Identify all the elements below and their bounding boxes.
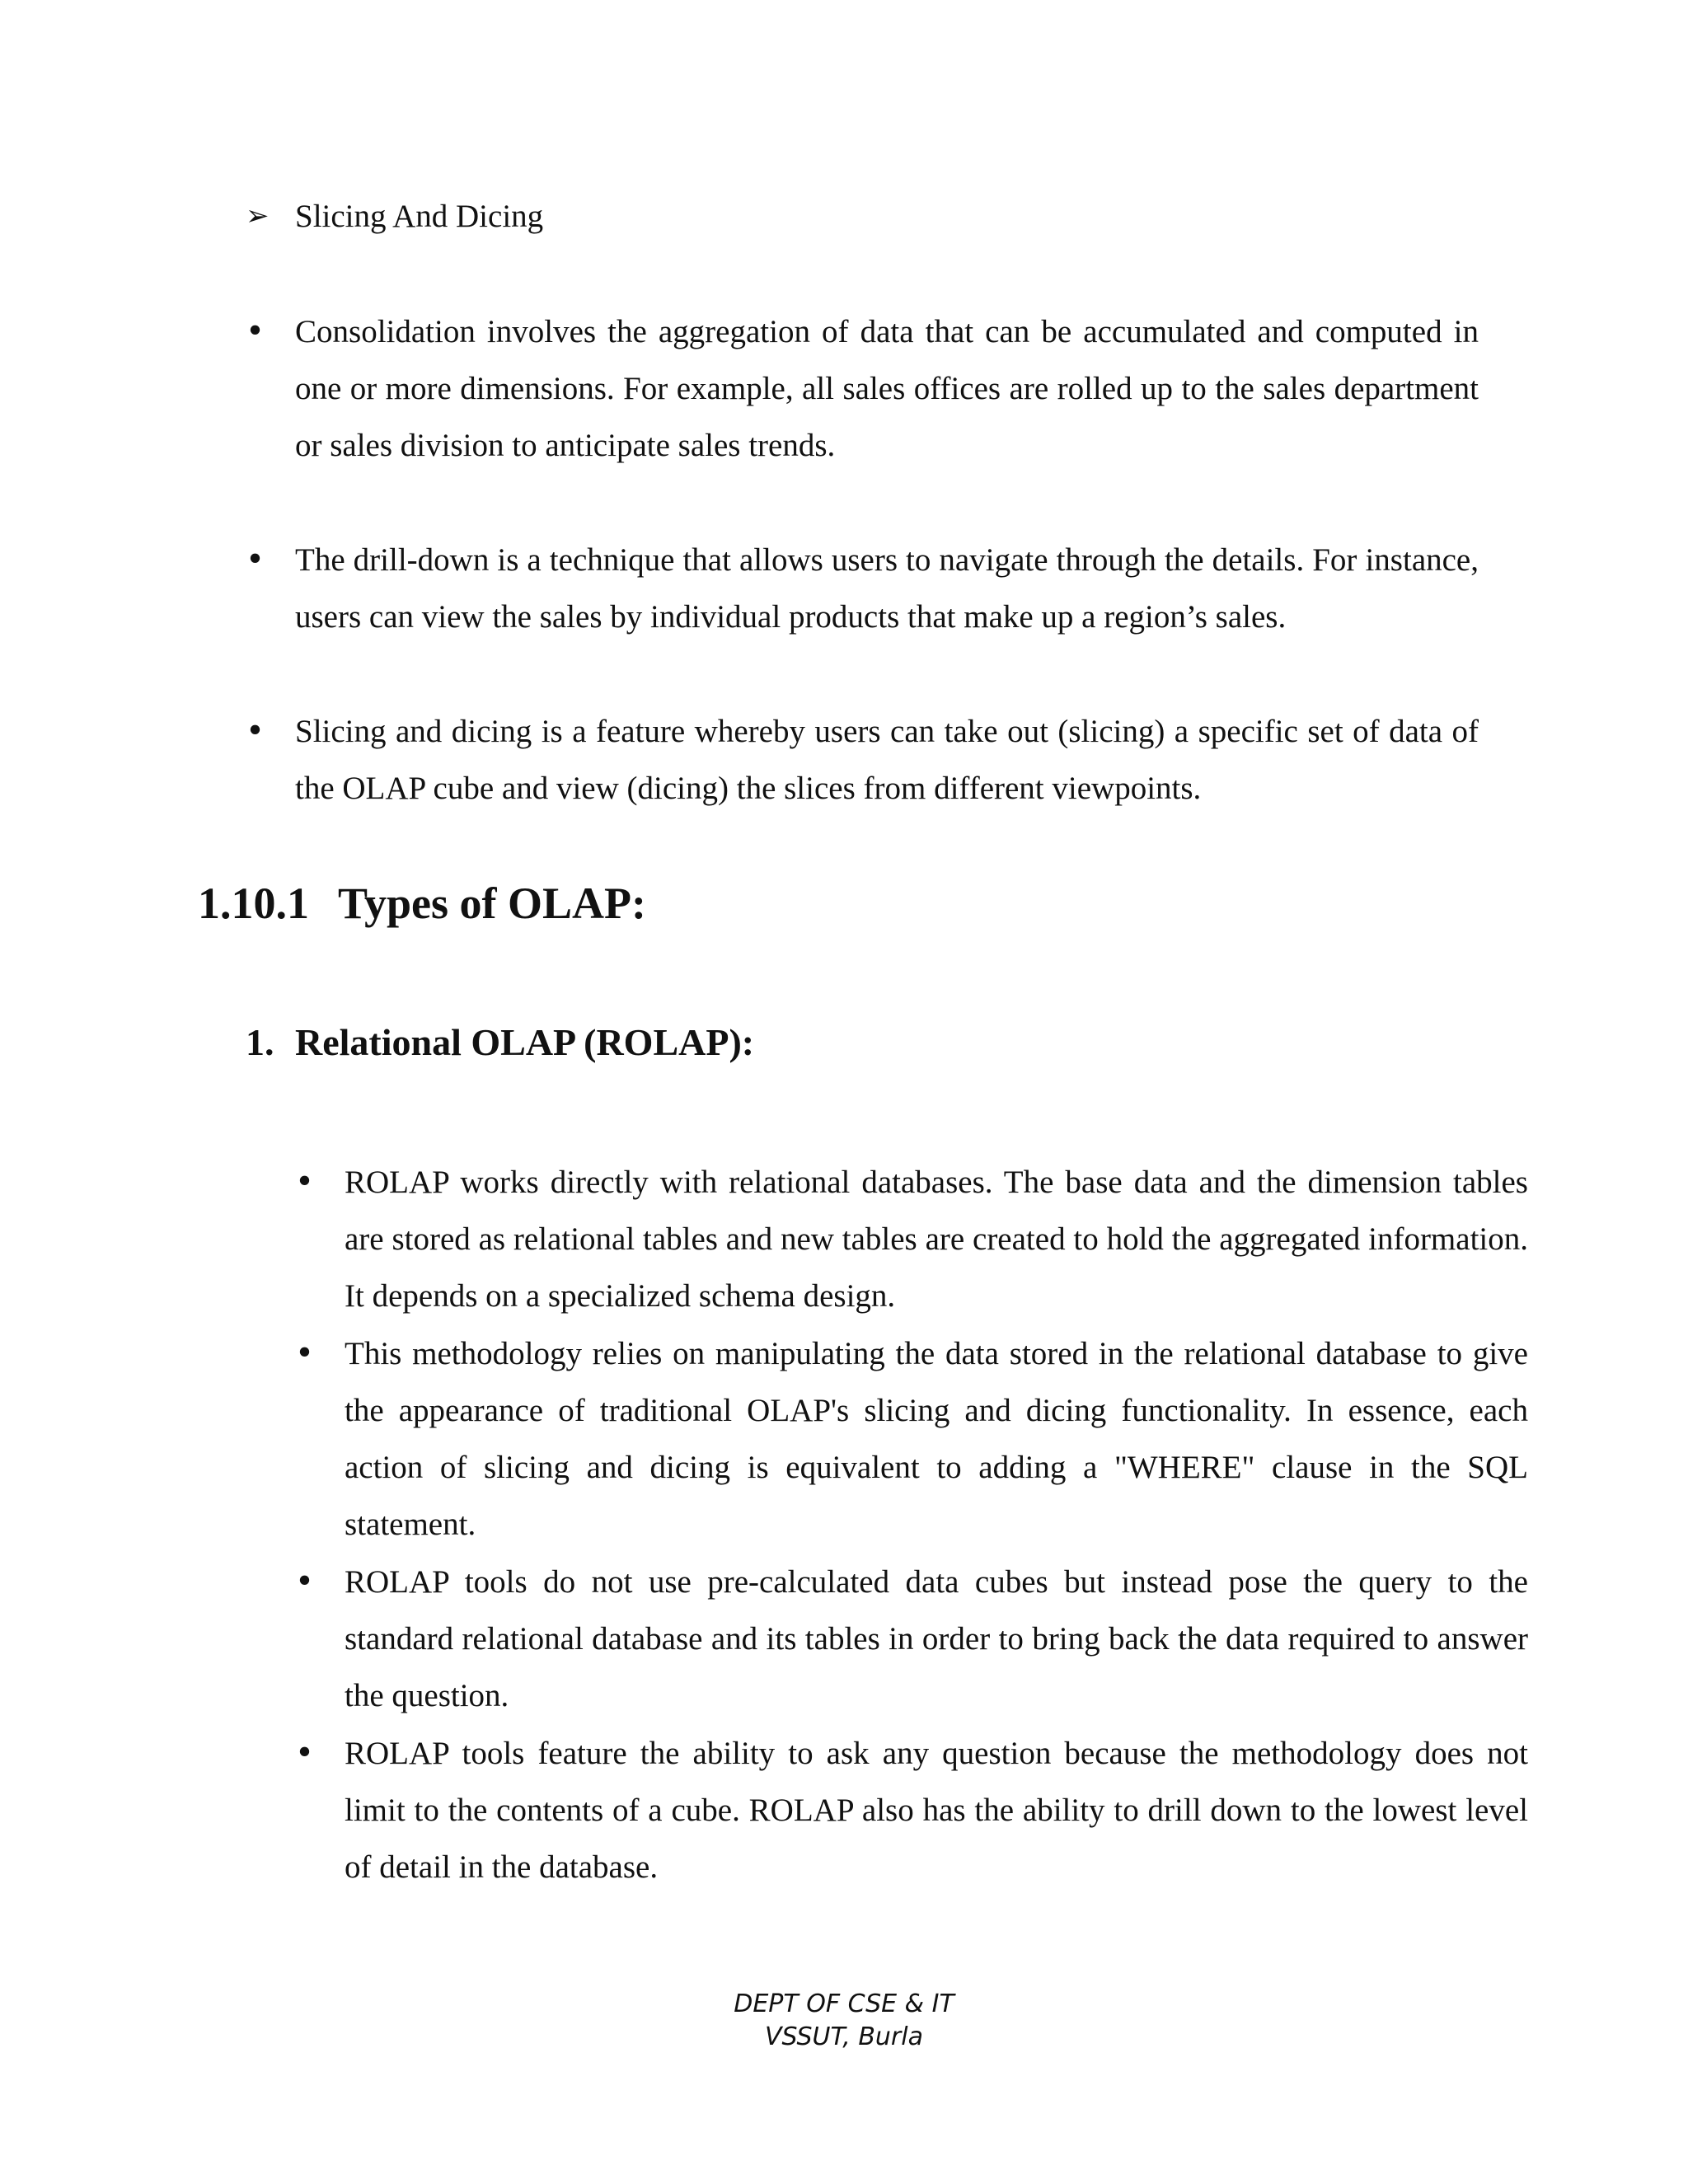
section-heading [198, 878, 646, 929]
bullet-dot-icon: • [295, 1735, 315, 1772]
bullet-text: ROLAP works directly with relational databases. The base data and the dimension tables are stored as relational tables and new tables are created to hold the aggregated information. It depends on a specialized schema design. [345, 1165, 1528, 1314]
bullet-dot-icon: • [295, 1563, 315, 1601]
footer-department: DEPT OF CSE & IT [734, 1990, 954, 2018]
bullet-text: ROLAP tools feature the ability to ask any question because the methodology does not limit to the contents of a cube. ROLAP also has the ability to drill down to the lowest level of detail in the database. [345, 1736, 1528, 1885]
bullet-text: Slicing and dicing is a feature whereby users can take out (slicing) a specific set of data of the OLAP cube and view (dicing) the slices from different viewpoints. [295, 714, 1479, 806]
footer-institution: VSSUT, Burla [765, 2022, 923, 2051]
subsection-title: Relational OLAP (ROLAP): [295, 1021, 755, 1063]
bullet-dot-icon: • [246, 713, 265, 750]
subsection-heading [246, 1020, 754, 1064]
bullet-dot-icon: • [246, 541, 265, 579]
bullet-text: The drill-down is a technique that allows users to navigate through the details. For instance, users can view the sales by individual products that make up a region’s sales. [295, 542, 1479, 635]
arrow-item-text: Slicing And Dicing [295, 199, 544, 234]
section-title: Types of OLAP: [338, 879, 646, 928]
bullet-text: This methodology relies on manipulating the data stored in the relational database to give the appearance of traditional OLAP's slicing and dicing functionality. In essence, each action of slicing and dicing is equivalent to adding a "WHERE" clause in the SQL statement. [345, 1336, 1528, 1542]
bullet-dot-icon: • [246, 313, 265, 350]
arrow-bullet-icon: ➢ [246, 199, 270, 232]
bullet-text: ROLAP tools do not use pre-calculated data cubes but instead pose the query to the standard relational database and its tables in order to bring back the data required to answer the question. [345, 1564, 1528, 1713]
section-number: 1.10.1 [198, 879, 309, 928]
page-footer [0, 1988, 1688, 2054]
bullet-dot-icon: • [295, 1335, 315, 1372]
bullet-dot-icon: • [295, 1164, 315, 1201]
subsection-number: 1. [246, 1021, 274, 1063]
bullet-text: Consolidation involves the aggregation of data that can be accumulated and computed in one or more dimensions. For example, all sales offices are rolled up to the sales department or sales division to anticipate sales trends. [295, 314, 1479, 463]
